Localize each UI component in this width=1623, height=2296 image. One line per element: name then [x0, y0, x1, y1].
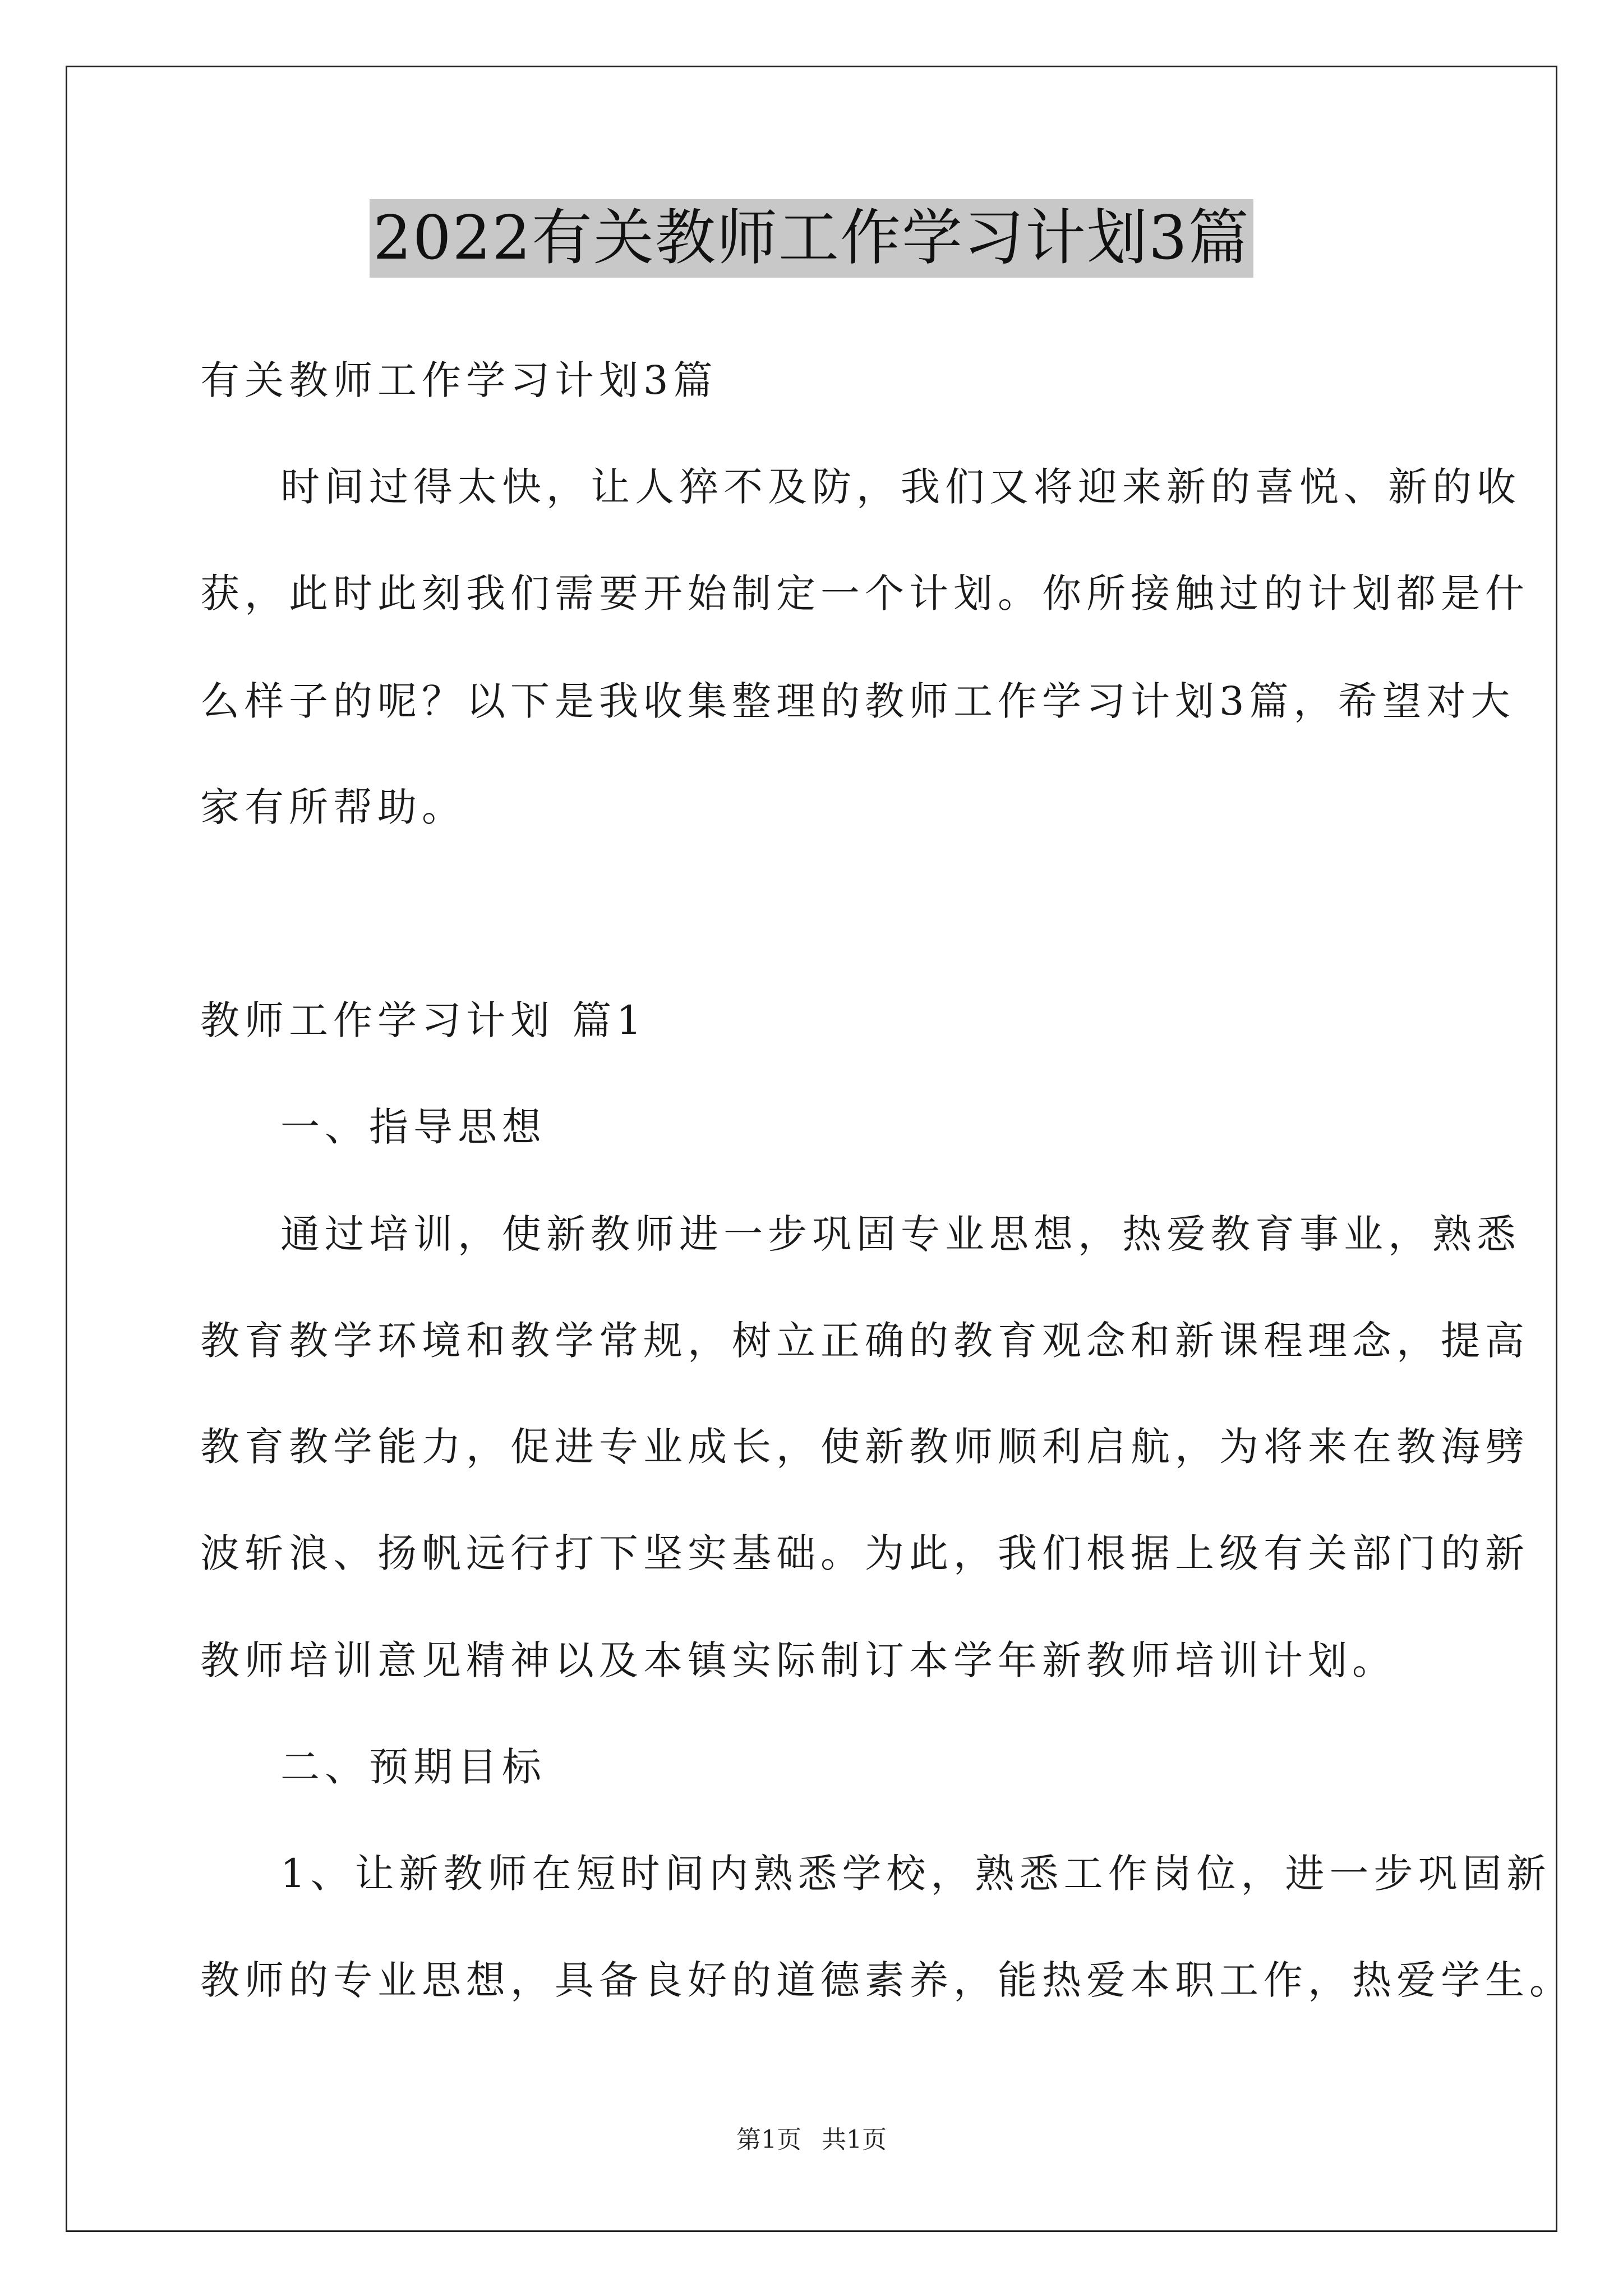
intro-line: 时间过得太快，让人猝不及防，我们又将迎来新的喜悦、新的收: [280, 464, 1521, 510]
page-number: 第1页: [736, 2125, 801, 2154]
document-subtitle: 有关教师工作学习计划3篇: [200, 357, 718, 403]
document-title: 2022有关教师工作学习计划3篇: [370, 199, 1253, 278]
heading-expected-goals: 二、预期目标: [280, 1744, 546, 1790]
paragraph-line: 通过培训，使新教师进一步巩固专业思想，热爱教育事业，熟悉: [280, 1211, 1521, 1257]
heading-guiding-ideology: 一、指导思想: [280, 1104, 546, 1150]
intro-line: 获，此时此刻我们需要开始制定一个计划。你所接触过的计划都是什: [200, 570, 1529, 616]
paragraph-line: 教育教学环境和教学常规，树立正确的教育观念和新课程理念，提高: [200, 1318, 1529, 1364]
title-container: [0, 199, 1623, 278]
paragraph-line: 教育教学能力，促进专业成长，使新教师顺利启航，为将来在教海劈: [200, 1424, 1529, 1470]
page-total: 共1页: [822, 2125, 887, 2154]
intro-line: 么样子的呢？以下是我收集整理的教师工作学习计划3篇，希望对大: [200, 678, 1515, 724]
paragraph-line: 教师培训意见精神以及本镇实际制订本学年新教师培训计划。: [200, 1637, 1396, 1683]
section-heading: 教师工作学习计划 篇1: [200, 997, 647, 1043]
page-footer: [0, 2123, 1623, 2157]
intro-line: 家有所帮助。: [200, 784, 466, 830]
paragraph-line: 1、让新教师在短时间内熟悉学校，熟悉工作岗位，进一步巩固新: [280, 1851, 1551, 1897]
paragraph-line: 波斩浪、扬帆远行打下坚实基础。为此，我们根据上级有关部门的新: [200, 1530, 1529, 1576]
paragraph-line: 教师的专业思想，具备良好的道德素养，能热爱本职工作，热爱学生。: [200, 1957, 1574, 2003]
